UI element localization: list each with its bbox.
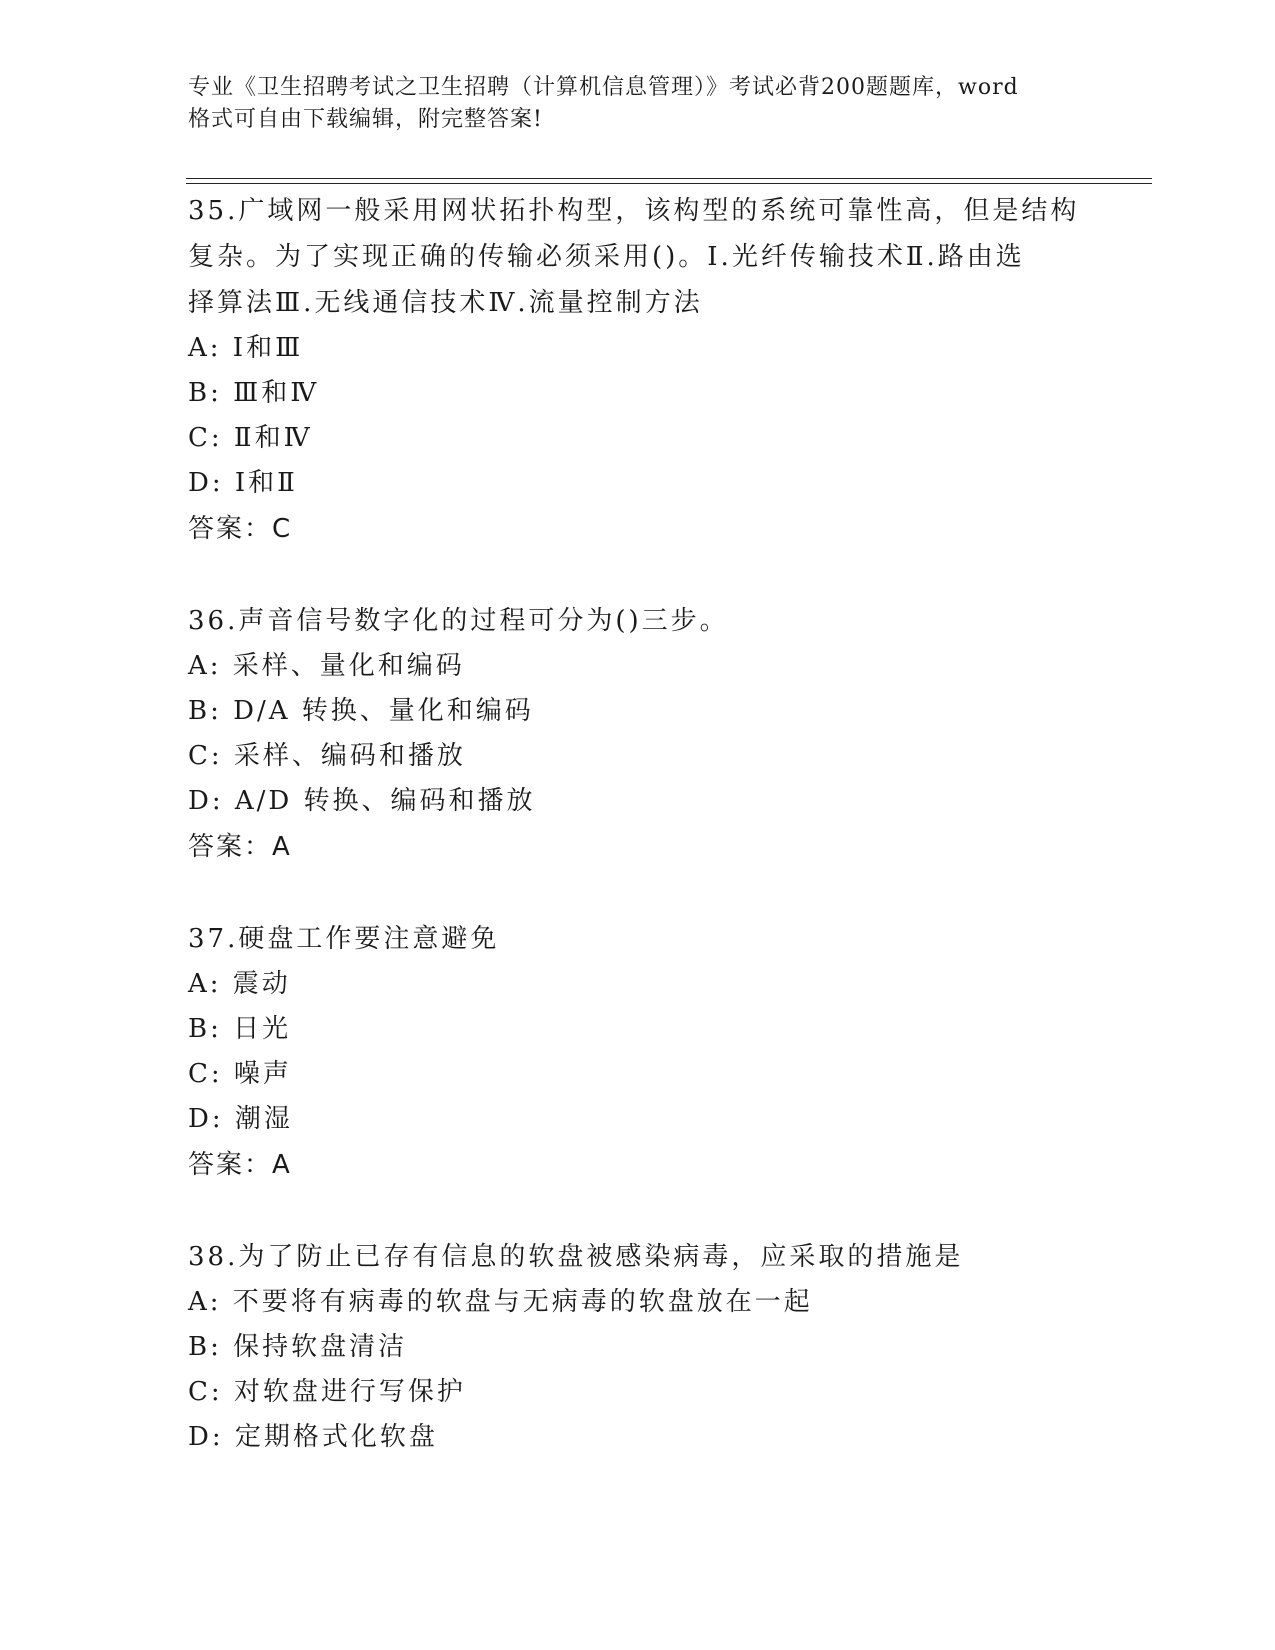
question-stem-line: 择算法Ⅲ.无线通信技术Ⅳ.流量控制方法 <box>188 288 703 318</box>
question-38 <box>188 1234 1088 1460</box>
document-header <box>188 72 1088 136</box>
question-stem-line: 38.为了防止已存有信息的软盘被感染病毒，应采取的措施是 <box>188 1242 964 1272</box>
option-c: C: 对软盘进行写保护 <box>188 1377 466 1407</box>
question-list <box>188 188 1088 1506</box>
answer: 答案：A <box>188 832 292 862</box>
option-c: C: 噪声 <box>188 1059 292 1089</box>
header-rule-top <box>186 178 1152 179</box>
option-c: C: 采样、编码和播放 <box>188 741 466 771</box>
option-a: A: 震动 <box>188 969 291 999</box>
header-rule-bottom <box>186 183 1152 184</box>
option-c: C: Ⅱ和Ⅳ <box>188 423 313 453</box>
option-d: D: 定期格式化软盘 <box>188 1422 438 1452</box>
header-line-1: 专业《卫生招聘考试之卫生招聘（计算机信息管理）》考试必背200题题库，word <box>188 75 1019 100</box>
option-d: D: A/D 转换、编码和播放 <box>188 786 536 816</box>
answer: 答案：A <box>188 1150 292 1180</box>
question-37 <box>188 916 1088 1188</box>
header-line-2: 格式可自由下载编辑，附完整答案! <box>188 107 543 132</box>
option-b: B: D/A 转换、量化和编码 <box>188 696 534 726</box>
answer: 答案：C <box>188 514 293 544</box>
option-b: B: 日光 <box>188 1014 292 1044</box>
question-stem-line: 36.声音信号数字化的过程可分为()三步。 <box>188 606 729 636</box>
question-stem-line: 35.广域网一般采用网状拓扑构型，该构型的系统可靠性高，但是结构 <box>188 196 1080 226</box>
option-b: B: Ⅲ和Ⅳ <box>188 378 320 408</box>
option-b: B: 保持软盘清洁 <box>188 1332 408 1362</box>
option-a: A: Ⅰ和Ⅲ <box>188 333 304 363</box>
question-36 <box>188 598 1088 870</box>
option-a: A: 采样、量化和编码 <box>188 651 465 681</box>
option-a: A: 不要将有病毒的软盘与无病毒的软盘放在一起 <box>188 1287 813 1317</box>
question-35 <box>188 188 1088 552</box>
question-stem-line: 37.硬盘工作要注意避免 <box>188 924 500 954</box>
question-stem-line: 复杂。为了实现正确的传输必须采用()。Ⅰ.光纤传输技术Ⅱ.路由选 <box>188 242 1025 272</box>
option-d: D: Ⅰ和Ⅱ <box>188 468 298 498</box>
option-d: D: 潮湿 <box>188 1104 293 1134</box>
